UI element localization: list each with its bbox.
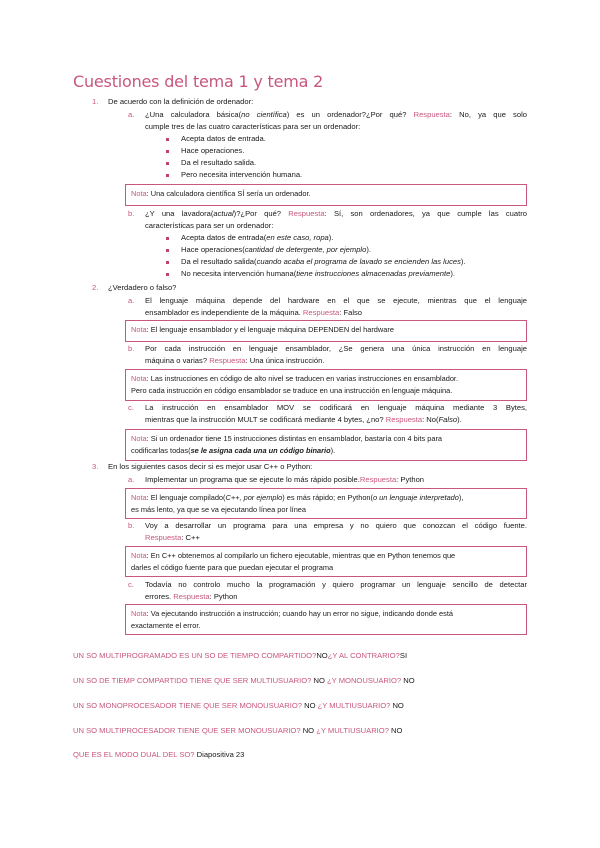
section-3-number: 3. xyxy=(92,462,99,471)
item-1b-bullet-4-italic: tiene instrucciones almacenadas previamente xyxy=(296,269,451,278)
item-3a-line1 xyxy=(145,474,424,486)
answer-text: NO xyxy=(300,726,315,735)
note-2c-line2: codificarlas todas( xyxy=(131,445,191,455)
item-3c-line2 xyxy=(145,591,237,603)
item-1b-line1 xyxy=(145,208,527,220)
item-1a-bullet-3: Da el resultado salida. xyxy=(181,158,257,167)
note-label: Nota xyxy=(131,551,147,560)
item-3a-letter: a. xyxy=(128,475,135,484)
note-2c xyxy=(125,429,527,461)
note-3a-line1-italic: C++, por ejemplo xyxy=(225,493,283,502)
answer-text: NO xyxy=(311,676,325,685)
item-2c-response-end: ). xyxy=(457,415,462,424)
bullet-icon xyxy=(166,150,169,153)
item-2b-line2-text: máquina o varias? xyxy=(145,356,208,365)
item-2b-letter: b. xyxy=(128,344,135,353)
note-label: Nota xyxy=(131,189,147,198)
item-2a-response-label: Respuesta xyxy=(302,308,340,317)
answer-text: Diapositiva 23 xyxy=(194,750,245,759)
item-3a-response: : Python xyxy=(396,475,425,484)
answer-text-2: NO xyxy=(401,676,415,685)
item-1b-bullet-2-italic: cantidad de detergente, por ejemplo xyxy=(244,245,367,254)
note-2a xyxy=(125,320,527,342)
answer-text: NO xyxy=(316,651,328,660)
item-1b-bullet-3-text: Da el resultado salida( xyxy=(181,257,257,266)
item-2c-line2-text: mientras que la instrucción MULT se codificará mediante 4 bytes, ¿no? xyxy=(145,415,384,424)
note-2b-line2: Pero cada instrucción en código ensamblador se traduce en una instrucción en lenguaje máquina. xyxy=(131,385,453,395)
item-1b-response-label: Respuesta xyxy=(288,209,325,218)
item-1b-bullet-1-end: ). xyxy=(328,233,334,242)
page-title: Cuestiones del tema 1 y tema 2 xyxy=(73,72,324,91)
question-4 xyxy=(73,725,402,736)
note-1a-text: : Una calculadora científica SÍ sería un ordenador. xyxy=(146,189,311,198)
note-3c xyxy=(125,604,527,635)
item-1b-letter: b. xyxy=(128,209,135,218)
section-3-heading: En los siguientes casos decir si es mejor usar C++ o Python: xyxy=(108,462,313,471)
item-1a-bullet-1: Acepta datos de entrada. xyxy=(181,134,266,143)
note-3a xyxy=(125,488,527,519)
question-text-2: ¿Y MONOUSUARIO? xyxy=(324,676,402,685)
item-2c-line2 xyxy=(145,414,462,426)
item-1a-line2: cumple tres de las cuatro características para ser un ordenador: xyxy=(145,122,361,131)
answer-text-2: NO xyxy=(388,726,403,735)
item-1b-bullet-3-end: ). xyxy=(460,257,466,266)
item-1a-letter: a. xyxy=(128,110,135,119)
section-2-heading: ¿Verdadero o falso? xyxy=(108,283,177,292)
note-3b xyxy=(125,546,527,577)
note-3b-line1: : En C++ obtenemos al compilarlo un fichero ejecutable, mientras que en Python tenemos que xyxy=(146,551,456,560)
bullet-icon xyxy=(166,237,169,240)
note-3a-line1-mid: ) es más rápido; en Python( xyxy=(282,493,374,502)
bullet-icon xyxy=(166,138,169,141)
item-1b-bullet-1-text: Acepta datos de entrada( xyxy=(181,233,267,242)
note-label: Nota xyxy=(131,493,147,502)
item-2c-line1: La instrucción en ensamblador MOV se codificará en lenguaje máquina mediante 3 Bytes, xyxy=(145,403,527,412)
question-text-2: ¿Y AL CONTRARIO? xyxy=(327,651,400,660)
item-1b-response: : Sí, son ordenadores, ya que cumple las cuatro xyxy=(324,209,527,218)
note-3c-line1: : Va ejecutando instrucción a instrucción; cuando hay un error no sigue, indicando donde está xyxy=(146,609,453,618)
item-3c-line1: Todavía no controlo mucho la programación y quiero programar un lenguaje sencillo de detectar xyxy=(145,580,527,589)
item-2a-line2-text: ensamblador es independiente de la máquina. xyxy=(145,308,301,317)
item-3c-line2-text: errores. xyxy=(145,592,172,601)
item-1b-bullet-3-italic: cuando acaba el programa de lavado se encienden las luces xyxy=(256,257,461,266)
item-3b-response: : C++ xyxy=(181,533,200,542)
section-1-number: 1. xyxy=(92,97,99,106)
item-3b-letter: b. xyxy=(128,521,135,530)
note-label: Nota xyxy=(131,325,147,334)
note-2b xyxy=(125,369,527,401)
bullet-icon xyxy=(166,174,169,177)
note-3a-line1-italic-2: o un lenguaje interpretado xyxy=(373,493,459,502)
item-2b-response-label: Respuesta xyxy=(209,356,246,365)
note-label: Nota xyxy=(131,609,147,618)
question-text: UN SO MONOPROCESADOR TIENE QUE SER MONOUSUARIO? xyxy=(73,701,302,710)
question-2 xyxy=(73,675,415,686)
answer-text-2: NO xyxy=(390,701,404,710)
note-2c-line2-end: ). xyxy=(330,445,336,455)
bullet-icon xyxy=(166,273,169,276)
item-3c-response: : Python xyxy=(209,592,238,601)
item-1a-response-label: Respuesta xyxy=(413,110,450,119)
item-1b-bullet-1-italic: en este caso, ropa xyxy=(266,233,329,242)
item-1a-response: : No, ya que solo xyxy=(449,110,527,119)
bullet-icon xyxy=(166,261,169,264)
item-1b-bullet-4 xyxy=(181,268,455,280)
question-text: UN SO DE TIEMP COMPARTIDO TIENE QUE SER MULTIUSUARIO? xyxy=(73,676,312,685)
item-3b-line2 xyxy=(145,532,200,544)
question-text: UN SO MULTIPROGRAMADO ES UN SO DE TIEMPO COMPARTIDO? xyxy=(73,651,317,660)
note-1a xyxy=(125,184,527,206)
item-1b-bullet-2-end: ). xyxy=(366,245,371,254)
item-1b-bullet-3 xyxy=(181,256,466,268)
item-1b-line2: características para ser un ordenador: xyxy=(145,221,274,230)
item-2c-response: : No( xyxy=(422,415,439,424)
item-1a-q: ¿Una calculadora básica( xyxy=(145,110,242,119)
item-3b-line1: Voy a desarrollar un programa para una empresa y no quiero que conozcan el código fuente. xyxy=(145,521,527,530)
item-3b-response-label: Respuesta xyxy=(145,533,182,542)
item-2c-letter: c. xyxy=(128,403,134,412)
question-text: QUE ES EL MODO DUAL DEL SO? xyxy=(73,750,195,759)
item-1a-bullet-4: Pero necesita intervención humana. xyxy=(181,170,303,179)
item-1b-q-italic: actual xyxy=(213,209,234,218)
note-3a-line2: es más lento, ya que se va ejecutando línea por línea xyxy=(131,504,307,514)
question-3 xyxy=(73,700,404,711)
note-3b-line2: darles el código fuente para que puedan ejecutar el programa xyxy=(131,562,334,572)
item-2b-line2 xyxy=(145,355,324,367)
item-1a-q-italic: no científica xyxy=(241,110,287,119)
note-2c-line1: : Si un ordenador tiene 15 instrucciones distintas en ensamblador, bastaría con 4 bits para xyxy=(146,434,443,443)
item-1b-q: ¿Y una lavadora( xyxy=(145,209,214,218)
item-1b-bullet-2 xyxy=(181,244,371,256)
note-label: Nota xyxy=(131,374,147,383)
note-3c-line2: exactamente el error. xyxy=(131,620,201,630)
item-2b-line1: Por cada instrucción en lenguaje ensamblador, ¿Se genera una única instrucción en lenguaje xyxy=(145,344,527,353)
item-2a-line2 xyxy=(145,307,362,319)
question-1 xyxy=(73,650,407,661)
bullet-icon xyxy=(166,162,169,165)
item-2a-line1: El lenguaje máquina depende del hardware en el que se ejecute, mientras que el lenguaje xyxy=(145,296,527,305)
note-2c-line2-italic: se le asigna cada una un código binario xyxy=(190,445,331,455)
item-3c-response-label: Respuesta xyxy=(173,592,210,601)
question-5 xyxy=(73,749,244,760)
note-2b-line1: : Las instrucciones en código de alto nivel se traducen en varias instrucciones en ensamblador. xyxy=(146,374,459,383)
item-1b-bullet-4-text: No necesita intervención humana( xyxy=(181,269,297,278)
answer-text-2: SI xyxy=(399,651,408,660)
note-3a-line1-end: ), xyxy=(458,493,464,502)
item-1a-q-end: ) es un ordenador?¿Por qué? xyxy=(286,110,407,119)
question-text-2: ¿Y MULTIUSUARIO? xyxy=(315,701,391,710)
note-2a-text: : El lenguaje ensamblador y el lenguaje máquina DEPENDEN del hardware xyxy=(146,325,394,334)
item-1a-line1 xyxy=(145,109,527,121)
item-1b-q-end: )?¿Por qué? xyxy=(233,209,282,218)
item-1b-bullet-2-text: Hace operaciones( xyxy=(181,245,245,254)
item-3a-response-label: Respuesta xyxy=(359,475,397,484)
note-3a-line1: : El lenguaje compilado( xyxy=(146,493,226,502)
item-1b-bullet-1 xyxy=(181,232,333,244)
item-2a-response: : Falso xyxy=(339,308,363,317)
item-1b-bullet-4-end: ). xyxy=(450,269,455,278)
item-3c-letter: c. xyxy=(128,580,134,589)
item-2a-letter: a. xyxy=(128,296,135,305)
item-1a-bullet-2: Hace operaciones. xyxy=(181,146,245,155)
note-label: Nota xyxy=(131,434,147,443)
item-3a-line1-text: Implementar un programa que se ejecute lo más rápido posible. xyxy=(145,475,360,484)
answer-text: NO xyxy=(301,701,316,710)
item-2b-response: : Una única instrucción. xyxy=(245,356,325,365)
bullet-icon xyxy=(166,249,169,252)
item-2c-response-italic: Falso xyxy=(438,415,458,424)
section-2-number: 2. xyxy=(92,283,99,292)
question-text: UN SO MULTIPROCESADOR TIENE QUE SER MONOUSUARIO? xyxy=(73,726,301,735)
question-text-2: ¿Y MULTIUSUARIO? xyxy=(314,726,389,735)
section-1-heading: De acuerdo con la definición de ordenador: xyxy=(108,97,254,106)
item-2c-response-label: Respuesta xyxy=(385,415,423,424)
